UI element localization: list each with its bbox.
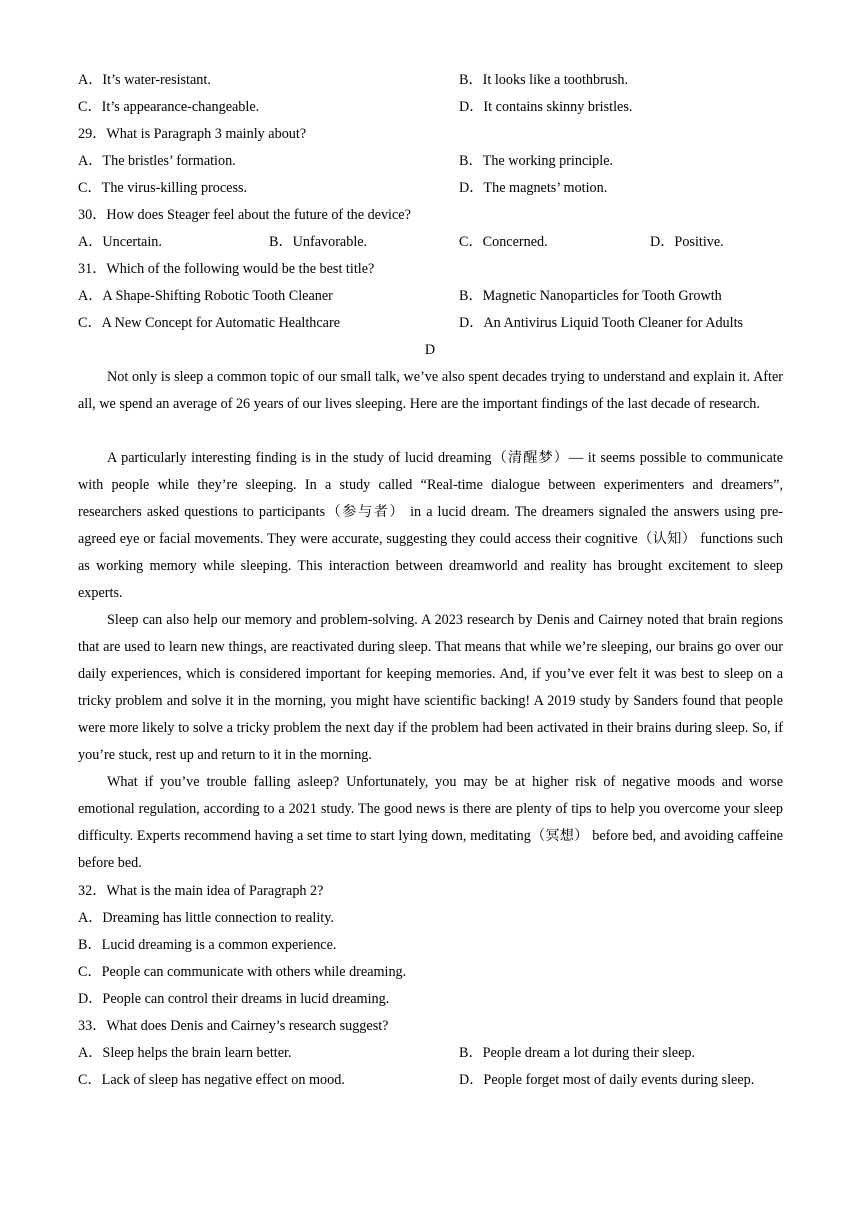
q33-option-b: B．People dream a lot during their sleep. [459, 1045, 696, 1061]
q29-option-b: B．The working principle. [459, 153, 614, 169]
q32-option-b: B．Lucid dreaming is a common experience. [78, 937, 337, 953]
q33-option-c: C．Lack of sleep has negative effect on mood. [78, 1072, 345, 1088]
q29-option-d: D．The magnets’ motion. [459, 180, 608, 196]
passage-paragraph-3: Sleep can also help our memory and problem-solving. A 2023 research by Denis and Cairney noted that brain regions that are used to learn new things, are reactivated during sleep. That means that while we’re sleeping, our brains go over our daily experiences, which is considered important for keeping memories. And, if you’ve ever felt it was best to sleep on a tricky problem and solve it in the morning, you might have scientific backing! A 2019 study by Sanders found that people were more likely to solve a tricky problem the next day if the problem had been activated in their brains during sleep. So, if you’re stuck, rest up and return to it in the morning. [78, 612, 783, 763]
q28-option-a: A．It’s water-resistant. [78, 72, 211, 88]
q31-option-b: B．Magnetic Nanoparticles for Tooth Growth [459, 288, 722, 304]
q32-option-d: D．People can control their dreams in lucid dreaming. [78, 991, 390, 1007]
q28-option-b: B．It looks like a toothbrush. [459, 72, 629, 88]
q30-option-d: D．Positive. [650, 234, 724, 250]
passage-paragraph-4: What if you’ve trouble falling asleep? Unfortunately, you may be at higher risk of negative moods and worse emotional regulation, according to a 2021 study. The good news is there are plenty of tips to help you overcome your sleep difficulty. Experts recommend having a set time to start lying down, meditating（冥想） before bed, and avoiding caffeine before bed. [78, 774, 783, 871]
section-label: D [424, 342, 436, 358]
passage-paragraph-1: Not only is sleep a common topic of our small talk, we’ve also spent decades trying to understand and explain it. After all, we spend an average of 26 years of our lives sleeping. Here are the important findings of the last decade of research. [78, 369, 783, 412]
q33-stem: 33．What does Denis and Cairney’s research suggest? [78, 1018, 389, 1034]
q28-option-c: C．It’s appearance-changeable. [78, 99, 260, 115]
q31-stem: 31．Which of the following would be the best title? [78, 261, 375, 277]
q31-option-a: A．A Shape-Shifting Robotic Tooth Cleaner [78, 288, 333, 304]
q31-option-d: D．An Antivirus Liquid Tooth Cleaner for Adults [459, 315, 744, 331]
q33-option-a: A．Sleep helps the brain learn better. [78, 1045, 292, 1061]
q30-option-c: C．Concerned. [459, 234, 548, 250]
q32-option-c: C．People can communicate with others while dreaming. [78, 964, 407, 980]
q30-option-b: B．Unfavorable. [269, 234, 368, 250]
q28-option-d: D．It contains skinny bristles. [459, 99, 633, 115]
q31-option-c: C．A New Concept for Automatic Healthcare [78, 315, 340, 331]
passage-paragraph-2: A particularly interesting finding is in the study of lucid dreaming（清醒梦）— it seems possible to communicate with people while they’re sleeping. In a study called “Real-time dialogue between experimenters and dreamers”, researchers asked questions to participants（参与者） in a lucid dream. The dreamers signaled the answers using pre-agreed eye or facial movements. They were accurate, suggesting they could access their cognitive（认知） functions such as working memory while sleeping. This interaction between dreamworld and reality has brought excitement to sleep experts. [78, 450, 783, 601]
q33-option-d: D．People forget most of daily events during sleep. [459, 1072, 755, 1088]
q32-stem: 32．What is the main idea of Paragraph 2? [78, 883, 324, 899]
q30-stem: 30．How does Steager feel about the future of the device? [78, 207, 411, 223]
q29-option-c: C．The virus-killing process. [78, 180, 248, 196]
q32-option-a: A．Dreaming has little connection to reality. [78, 910, 334, 926]
q29-option-a: A．The bristles’ formation. [78, 153, 236, 169]
q30-option-a: A．Uncertain. [78, 234, 162, 250]
q29-stem: 29．What is Paragraph 3 mainly about? [78, 126, 307, 142]
